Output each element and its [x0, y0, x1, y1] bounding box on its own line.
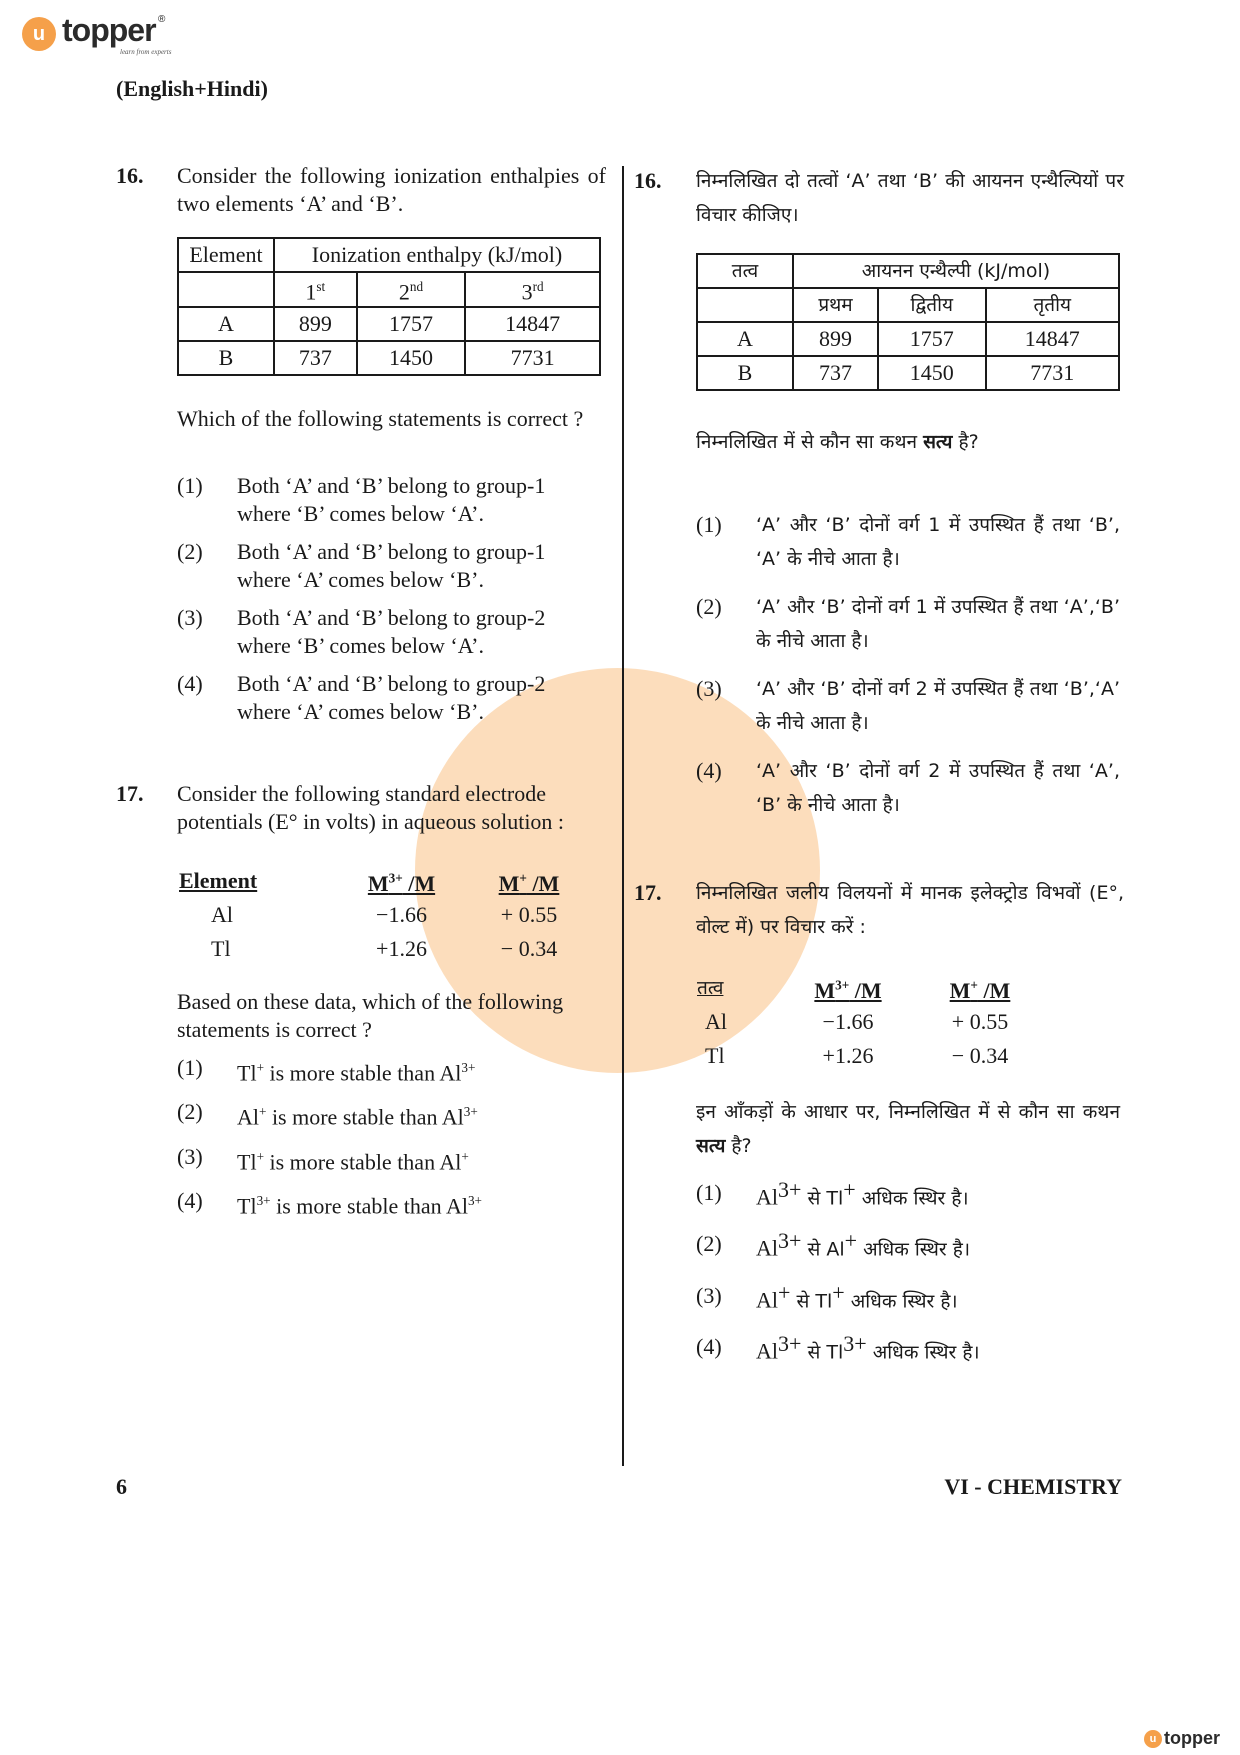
- table-subheader-3rd: 3rd: [465, 272, 600, 307]
- en-q17-question: Based on these data, which of the following statements is correct ?: [177, 989, 564, 1042]
- en-q16-text: Consider the following ionization enthalpies of two elements ‘A’ and ‘B’.: [177, 163, 606, 216]
- table-row: B 737 1450 7731: [178, 341, 600, 375]
- option-2[interactable]: (2) Al+ is more stable than $Al^{3+}$: [177, 1099, 478, 1130]
- table-header-enthalpy: Ionization enthalpy (kJ/mol): [274, 238, 600, 272]
- table-header-m1: M+ /M: [498, 870, 560, 896]
- option-4[interactable]: (4) Both ‘A’ and ‘B’ belong to group-2 where ‘A’ comes below ‘B’.: [177, 671, 546, 724]
- en-q16-options: [177, 472, 601, 726]
- option-2[interactable]: (2) $Al^{3+}$ से Al+ अधिक स्थिर है।: [696, 1228, 971, 1261]
- option-3[interactable]: (3) Al+ से Tl+ अधिक स्थिर है।: [696, 1279, 958, 1312]
- page-number: 6: [116, 1474, 127, 1499]
- table-subheader-1st: 1st: [274, 272, 357, 307]
- table-row: Tl +1.26 − 0.34: [705, 1043, 1009, 1068]
- hi-q16-table: [696, 253, 1120, 391]
- hi-q16-options: [696, 508, 1120, 822]
- hi-q17-options: [696, 1176, 1120, 1369]
- en-q17-table: [179, 864, 589, 966]
- table-row: A 899 1757 14847: [697, 322, 1119, 356]
- subject-label: VI - CHEMISTRY: [944, 1474, 1122, 1499]
- en-q16: [116, 162, 606, 218]
- hi-q16-text: निम्नलिखित दो तत्वों ‘A’ तथा ‘B’ की आयनन एन्थैल्पियों पर विचार कीजिए।: [696, 170, 1124, 226]
- table-header-enthalpy: आयनन एन्थैल्पी (kJ/mol): [793, 254, 1119, 288]
- table-subheader-1st: प्रथम: [793, 288, 878, 322]
- brand-tagline: learn from experts: [120, 48, 172, 56]
- option-1[interactable]: (1) Tl+ is more stable than $Al^{3+}$: [177, 1055, 476, 1086]
- language-label: (English+Hindi): [116, 76, 268, 101]
- table-row: Al −1.66 + 0.55: [705, 1009, 1009, 1034]
- option-3[interactable]: (3) ‘A’ और ‘B’ दोनों वर्ग 2 में उपस्थित हैं तथा ‘B’,‘A’ के नीचे आता है।: [696, 676, 1120, 734]
- table-header-m1: M+ /M: [949, 977, 1011, 1003]
- hi-q17: [634, 876, 1124, 944]
- table-row: A 899 1757 14847: [178, 307, 600, 341]
- en-q17: [116, 780, 606, 836]
- table-subheader-2nd: 2nd: [357, 272, 466, 307]
- hi-q16-number: 16.: [634, 168, 662, 193]
- hi-q17-table: [697, 971, 1037, 1073]
- option-1[interactable]: (1) ‘A’ और ‘B’ दोनों वर्ग 1 में उपस्थित हैं तथा ‘B’, ‘A’ के नीचे आता है।: [696, 512, 1120, 570]
- option-3[interactable]: (3) Both ‘A’ and ‘B’ belong to group-2 where ‘B’ comes below ‘A’.: [177, 605, 546, 658]
- en-q17-number: 17.: [116, 781, 144, 806]
- table-subheader-3rd: तृतीय: [986, 288, 1119, 322]
- hi-q17-number: 17.: [634, 880, 662, 905]
- table-header-m3: $M^{3+}$ /M: [367, 870, 436, 896]
- option-4[interactable]: (4) $Tl^{3+}$ is more stable than $Al^{3+}$: [177, 1187, 482, 1219]
- option-2[interactable]: (2) Both ‘A’ and ‘B’ belong to group-1 where ‘A’ comes below ‘B’.: [177, 539, 546, 592]
- table-header-element: Element: [179, 868, 258, 893]
- option-3[interactable]: (3) Tl+ is more stable than Al+: [177, 1143, 469, 1174]
- hi-q16: [634, 164, 1124, 232]
- en-q16-table: [177, 237, 601, 376]
- en-q17-options: [177, 1054, 601, 1220]
- en-q16-question: Which of the following statements is correct ?: [177, 406, 584, 431]
- en-q16-number: 16.: [116, 163, 144, 188]
- en-q17-text: Consider the following standard electrode potentials (E° in volts) in aqueous solution :: [177, 781, 565, 834]
- table-header-element: तत्व: [697, 254, 793, 288]
- brand-logo-icon: u: [22, 17, 56, 51]
- brand-name: topper: [62, 12, 156, 48]
- table-header-element: Element: [178, 238, 274, 272]
- brand-registered-mark: ®: [158, 14, 166, 25]
- footer-brand-logo: u topper: [1144, 1728, 1220, 1749]
- table-row: B 737 1450 7731: [697, 356, 1119, 390]
- option-4[interactable]: (4) $Al^{3+}$ से $Tl^{3+}$ अधिक स्थिर है।: [696, 1330, 980, 1364]
- option-1[interactable]: (1) $Al^{3+}$ से Tl+ अधिक स्थिर है।: [696, 1177, 969, 1210]
- table-header-element: तत्व: [697, 977, 724, 999]
- column-divider: [622, 166, 624, 1466]
- option-2[interactable]: (2) ‘A’ और ‘B’ दोनों वर्ग 1 में उपस्थित हैं तथा ‘A’,‘B’ के नीचे आता है।: [696, 594, 1120, 652]
- footer-logo-icon: u: [1144, 1730, 1162, 1748]
- hi-q16-question: निम्नलिखित में से कौन सा कथन सत्य है?: [696, 431, 979, 453]
- table-header-m3: $M^{3+}$ /M: [814, 977, 882, 1003]
- option-4[interactable]: (4) ‘A’ और ‘B’ दोनों वर्ग 2 में उपस्थित हैं तथा ‘A’, ‘B’ के नीचे आता है।: [696, 758, 1120, 816]
- hi-q17-text: निम्नलिखित जलीय विलयनों में मानक इलेक्ट्रोड विभवों (E°, वोल्ट में) पर विचार करें :: [696, 882, 1124, 938]
- table-row: Tl +1.26 − 0.34: [211, 936, 558, 961]
- option-1[interactable]: (1) Both ‘A’ and ‘B’ belong to group-1 where ‘B’ comes below ‘A’.: [177, 473, 546, 526]
- hi-q17-question: इन आँकड़ों के आधार पर, निम्नलिखित में से कौन सा कथन सत्य है?: [696, 1101, 1120, 1157]
- table-row: Al −1.66 + 0.55: [211, 902, 558, 927]
- table-subheader-2nd: द्वितीय: [878, 288, 986, 322]
